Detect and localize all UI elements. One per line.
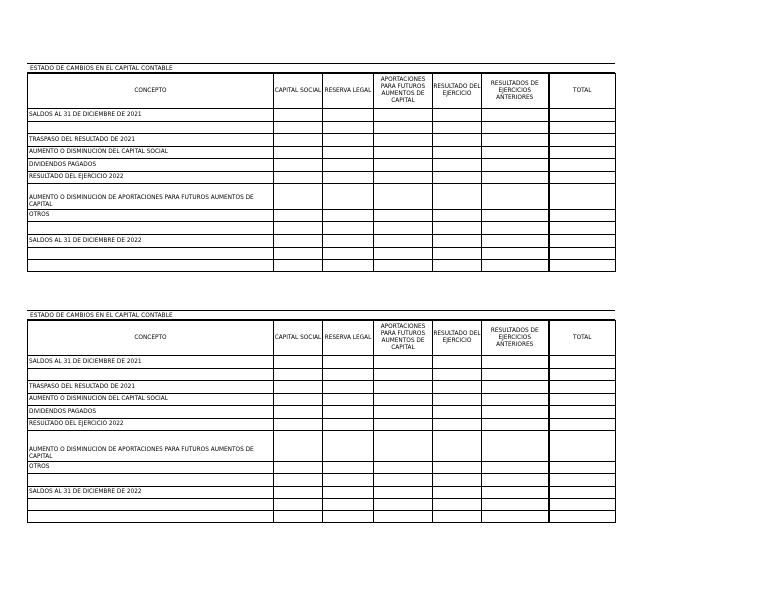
cell[interactable] (374, 260, 433, 272)
cell[interactable] (374, 474, 433, 487)
row-concept (28, 474, 274, 487)
cell[interactable] (549, 356, 616, 369)
cell[interactable] (433, 381, 482, 394)
cell[interactable] (323, 431, 374, 462)
cell[interactable] (274, 147, 323, 159)
header-total: TOTAL (549, 321, 616, 356)
table-row (28, 511, 616, 523)
capital-statement-2 (27, 310, 615, 523)
cell[interactable] (482, 235, 549, 248)
statement-title: ESTADO DE CAMBIOS EN EL CAPITAL CONTABLE (27, 63, 615, 73)
cell[interactable] (323, 159, 374, 172)
cell[interactable] (323, 172, 374, 184)
row-concept (28, 499, 274, 511)
cell[interactable] (549, 109, 616, 122)
cell[interactable] (549, 369, 616, 381)
row-concept (28, 122, 274, 134)
cell[interactable] (374, 134, 433, 147)
cell[interactable] (323, 394, 374, 406)
cell[interactable] (549, 474, 616, 487)
table-row (28, 356, 616, 369)
cell[interactable] (274, 356, 323, 369)
cell[interactable] (433, 147, 482, 159)
cell[interactable] (482, 184, 549, 210)
cell[interactable] (323, 356, 374, 369)
cell[interactable] (274, 172, 323, 184)
cell[interactable] (482, 147, 549, 159)
cell[interactable] (482, 406, 549, 419)
cell[interactable] (433, 394, 482, 406)
table-row (28, 394, 616, 406)
cell[interactable] (549, 122, 616, 134)
cell[interactable] (323, 222, 374, 235)
cell[interactable] (274, 159, 323, 172)
statement-title: ESTADO DE CAMBIOS EN EL CAPITAL CONTABLE (27, 310, 615, 320)
cell[interactable] (274, 122, 323, 134)
row-concept: TRASPASO DEL RESULTADO DE 2021 (28, 134, 274, 147)
row-concept: AUMENTO O DISMINUCION DE APORTACIONES PARA FUTUROS AUMENTOS DE CAPITAL (28, 184, 274, 210)
table-row (28, 147, 616, 159)
row-concept: OTROS (28, 462, 274, 474)
cell[interactable] (433, 222, 482, 235)
cell[interactable] (374, 147, 433, 159)
cell[interactable] (274, 109, 323, 122)
cell[interactable] (433, 511, 482, 523)
cell[interactable] (482, 511, 549, 523)
cell[interactable] (549, 511, 616, 523)
cell[interactable] (323, 235, 374, 248)
cell[interactable] (323, 369, 374, 381)
cell[interactable] (323, 474, 374, 487)
table-row (28, 260, 616, 272)
cell[interactable] (374, 248, 433, 260)
cell[interactable] (482, 462, 549, 474)
cell[interactable] (433, 406, 482, 419)
row-concept: TRASPASO DEL RESULTADO DE 2021 (28, 381, 274, 394)
row-concept (28, 260, 274, 272)
cell[interactable] (549, 431, 616, 462)
cell[interactable] (433, 122, 482, 134)
cell[interactable] (323, 381, 374, 394)
cell[interactable] (323, 462, 374, 474)
cell[interactable] (549, 499, 616, 511)
header-resultados-anteriores: RESULTADOS DE EJERCICIOS ANTERIORES (482, 74, 549, 109)
row-concept: AUMENTO O DISMINUCION DEL CAPITAL SOCIAL (28, 147, 274, 159)
header-reserva-legal: RESERVA LEGAL (323, 74, 374, 109)
cell[interactable] (323, 109, 374, 122)
cell[interactable] (274, 487, 323, 499)
cell[interactable] (274, 474, 323, 487)
cell[interactable] (549, 381, 616, 394)
cell[interactable] (549, 260, 616, 272)
header-aportaciones: APORTACIONES PARA FUTUROS AUMENTOS DE CAPITAL (374, 321, 433, 356)
cell[interactable] (549, 159, 616, 172)
table-row (28, 222, 616, 235)
cell[interactable] (374, 394, 433, 406)
header-total: TOTAL (549, 74, 616, 109)
cell[interactable] (374, 222, 433, 235)
cell[interactable] (482, 474, 549, 487)
cell[interactable] (549, 222, 616, 235)
cell[interactable] (549, 172, 616, 184)
cell[interactable] (482, 159, 549, 172)
cell[interactable] (274, 394, 323, 406)
cell[interactable] (374, 109, 433, 122)
row-concept (28, 222, 274, 235)
cell[interactable] (323, 248, 374, 260)
row-concept: SALDOS AL 31 DE DICIEMBRE DE 2022 (28, 235, 274, 248)
cell[interactable] (274, 511, 323, 523)
cell[interactable] (274, 184, 323, 210)
header-resultado-ejercicio: RESULTADO DEL EJERCICIO (433, 321, 482, 356)
cell[interactable] (482, 499, 549, 511)
cell[interactable] (274, 235, 323, 248)
cell[interactable] (433, 184, 482, 210)
row-concept: AUMENTO O DISMINUCION DE APORTACIONES PARA FUTUROS AUMENTOS DE CAPITAL (28, 431, 274, 462)
cell[interactable] (374, 172, 433, 184)
cell[interactable] (274, 248, 323, 260)
capital-changes-table (27, 73, 616, 272)
cell[interactable] (433, 172, 482, 184)
cell[interactable] (374, 369, 433, 381)
cell[interactable] (274, 260, 323, 272)
header-capital-social: CAPITAL SOCIAL (274, 74, 323, 109)
cell[interactable] (433, 356, 482, 369)
header-concepto: CONCEPTO (28, 74, 274, 109)
table-row (28, 109, 616, 122)
table-row (28, 235, 616, 248)
header-row (28, 321, 616, 356)
cell[interactable] (482, 381, 549, 394)
cell[interactable] (374, 419, 433, 431)
table-row (28, 159, 616, 172)
cell[interactable] (374, 431, 433, 462)
cell[interactable] (482, 172, 549, 184)
cell[interactable] (433, 419, 482, 431)
table-row (28, 431, 616, 462)
cell[interactable] (274, 499, 323, 511)
cell[interactable] (374, 184, 433, 210)
cell[interactable] (482, 419, 549, 431)
cell[interactable] (482, 210, 549, 222)
cell[interactable] (433, 474, 482, 487)
cell[interactable] (374, 406, 433, 419)
cell[interactable] (374, 462, 433, 474)
table-row (28, 134, 616, 147)
cell[interactable] (549, 210, 616, 222)
cell[interactable] (274, 369, 323, 381)
cell[interactable] (323, 184, 374, 210)
cell[interactable] (482, 260, 549, 272)
header-aportaciones: APORTACIONES PARA FUTUROS AUMENTOS DE CAPITAL (374, 74, 433, 109)
cell[interactable] (549, 406, 616, 419)
cell[interactable] (482, 222, 549, 235)
cell[interactable] (323, 134, 374, 147)
cell[interactable] (433, 210, 482, 222)
row-concept (28, 369, 274, 381)
cell[interactable] (274, 419, 323, 431)
table-row (28, 184, 616, 210)
cell[interactable] (374, 381, 433, 394)
cell[interactable] (374, 356, 433, 369)
cell[interactable] (274, 381, 323, 394)
cell[interactable] (482, 369, 549, 381)
cell[interactable] (323, 147, 374, 159)
cell[interactable] (274, 406, 323, 419)
cell[interactable] (374, 159, 433, 172)
row-concept: RESULTADO DEL EJERCICIO 2022 (28, 419, 274, 431)
table-row (28, 462, 616, 474)
cell[interactable] (549, 235, 616, 248)
row-concept: SALDOS AL 31 DE DICIEMBRE DE 2022 (28, 487, 274, 499)
row-concept: RESULTADO DEL EJERCICIO 2022 (28, 172, 274, 184)
table-row (28, 406, 616, 419)
cell[interactable] (374, 487, 433, 499)
cell[interactable] (549, 248, 616, 260)
cell[interactable] (549, 462, 616, 474)
cell[interactable] (323, 419, 374, 431)
cell[interactable] (482, 122, 549, 134)
cell[interactable] (323, 260, 374, 272)
header-resultado-ejercicio: RESULTADO DEL EJERCICIO (433, 74, 482, 109)
cell[interactable] (433, 235, 482, 248)
row-concept: SALDOS AL 31 DE DICIEMBRE DE 2021 (28, 109, 274, 122)
cell[interactable] (374, 122, 433, 134)
cell[interactable] (374, 235, 433, 248)
table-row (28, 369, 616, 381)
capital-changes-table (27, 320, 616, 523)
table-row (28, 172, 616, 184)
row-concept (28, 248, 274, 260)
cell[interactable] (433, 462, 482, 474)
cell[interactable] (549, 487, 616, 499)
row-concept: DIVIDENDOS PAGADOS (28, 159, 274, 172)
cell[interactable] (274, 431, 323, 462)
cell[interactable] (549, 184, 616, 210)
cell[interactable] (482, 248, 549, 260)
row-concept: AUMENTO O DISMINUCION DEL CAPITAL SOCIAL (28, 394, 274, 406)
cell[interactable] (433, 369, 482, 381)
cell[interactable] (323, 210, 374, 222)
cell[interactable] (274, 462, 323, 474)
cell[interactable] (549, 147, 616, 159)
cell[interactable] (274, 210, 323, 222)
cell[interactable] (323, 406, 374, 419)
cell[interactable] (482, 134, 549, 147)
row-concept (28, 511, 274, 523)
table-row (28, 474, 616, 487)
cell[interactable] (549, 394, 616, 406)
row-concept: OTROS (28, 210, 274, 222)
cell[interactable] (323, 122, 374, 134)
cell[interactable] (433, 159, 482, 172)
cell[interactable] (433, 431, 482, 462)
header-row (28, 74, 616, 109)
cell[interactable] (433, 499, 482, 511)
header-reserva-legal: RESERVA LEGAL (323, 321, 374, 356)
cell[interactable] (374, 511, 433, 523)
cell[interactable] (482, 356, 549, 369)
cell[interactable] (433, 109, 482, 122)
table-row (28, 210, 616, 222)
cell[interactable] (433, 248, 482, 260)
cell[interactable] (374, 210, 433, 222)
table-row (28, 499, 616, 511)
cell[interactable] (374, 499, 433, 511)
cell[interactable] (323, 511, 374, 523)
table-row (28, 419, 616, 431)
capital-statement-1 (27, 63, 615, 272)
cell[interactable] (549, 134, 616, 147)
row-concept: SALDOS AL 31 DE DICIEMBRE DE 2021 (28, 356, 274, 369)
cell[interactable] (433, 134, 482, 147)
row-concept: DIVIDENDOS PAGADOS (28, 406, 274, 419)
header-resultados-anteriores: RESULTADOS DE EJERCICIOS ANTERIORES (482, 321, 549, 356)
cell[interactable] (323, 499, 374, 511)
cell[interactable] (482, 394, 549, 406)
cell[interactable] (274, 222, 323, 235)
cell[interactable] (482, 487, 549, 499)
cell[interactable] (323, 487, 374, 499)
cell[interactable] (433, 487, 482, 499)
cell[interactable] (482, 109, 549, 122)
header-capital-social: CAPITAL SOCIAL (274, 321, 323, 356)
table-row (28, 248, 616, 260)
cell[interactable] (482, 431, 549, 462)
table-row (28, 381, 616, 394)
table-row (28, 487, 616, 499)
cell[interactable] (433, 260, 482, 272)
table-row (28, 122, 616, 134)
header-concepto: CONCEPTO (28, 321, 274, 356)
cell[interactable] (274, 134, 323, 147)
cell[interactable] (549, 419, 616, 431)
